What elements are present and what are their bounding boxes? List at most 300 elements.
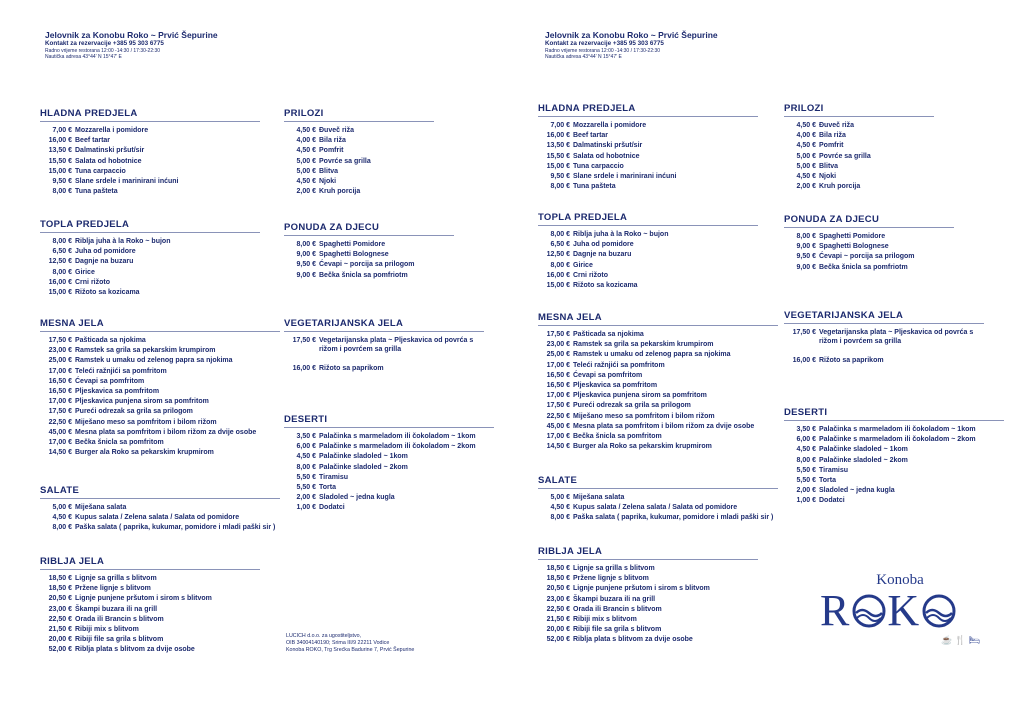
menu-item-price: 5,50 €	[296, 484, 316, 492]
menu-item-price: 16,00 €	[546, 271, 570, 279]
menu-item-price: 2,00 €	[296, 494, 316, 502]
menu-item	[784, 162, 934, 172]
menu-item-name: Girice	[573, 261, 593, 269]
menu-item-price: 2,00 €	[796, 487, 816, 495]
menu-item-price: 25,00 €	[546, 351, 570, 359]
menu-item	[784, 141, 934, 151]
menu-item	[538, 121, 758, 131]
menu-item-price: 2,00 €	[796, 183, 816, 191]
menu-item-price: 5,50 €	[796, 466, 816, 474]
menu-item	[40, 257, 260, 267]
section-prilozi	[284, 108, 434, 197]
menu-item-name: Kruh porcija	[819, 183, 861, 191]
menu-item-price: 22,50 €	[48, 418, 72, 426]
menu-item-price: 17,00 €	[48, 367, 72, 375]
menu-item-price: 16,50 €	[546, 382, 570, 390]
menu-item-name: Rižoto sa kozicama	[573, 282, 638, 290]
menu-item-name: Pašticada sa njokima	[75, 337, 146, 344]
menu-item	[40, 377, 280, 387]
menu-item-name: Palačinka s marmeladom ili čokoladom ~ 1kom	[319, 433, 476, 440]
menu-item-price: 15,00 €	[48, 167, 72, 175]
menu-item-name: Vegetarijanska plata ~ Pljeskavica od povrća s rižom i povrćem sa grilla	[319, 337, 474, 353]
menu-item	[538, 330, 778, 340]
menu-item-price: 4,50 €	[550, 504, 570, 512]
menu-item-name: Pašticada sa njokima	[573, 331, 644, 338]
menu-item-name: Povrće sa grilla	[819, 152, 871, 160]
menu-item-name: Torta	[819, 477, 836, 485]
menu-item-name: Miješano meso sa pomfritom i bilom rižom	[573, 412, 715, 420]
menu-item-price: 4,50 €	[296, 127, 316, 134]
menu-item	[284, 177, 434, 187]
section-vegetarijanska-jela	[284, 318, 484, 374]
menu-item	[284, 167, 434, 177]
section-divider	[538, 116, 758, 117]
menu-item	[538, 401, 778, 411]
menu-item	[538, 250, 758, 260]
menu-item	[784, 425, 1004, 435]
menu-item	[40, 367, 280, 377]
menu-item	[284, 483, 494, 493]
menu-item-name: Miješano meso sa pomfritom i bilom rižom	[75, 418, 217, 426]
menu-item-name: Palačinke s marmeladom ili čokoladom ~ 2kom	[819, 436, 976, 444]
section-divider	[40, 232, 260, 233]
menu-item-name: Lignje sa grilla s blitvom	[573, 565, 655, 572]
menu-item	[538, 442, 778, 452]
menu-item-name: Tuna pašteta	[573, 183, 616, 191]
menu-item	[284, 136, 434, 146]
menu-item	[40, 247, 260, 257]
menu-item-price: 17,50 €	[546, 402, 570, 410]
menu-item-price: 8,00 €	[52, 524, 72, 532]
menu-item-price: 4,00 €	[796, 132, 816, 140]
menu-item-name: Pomfrit	[819, 142, 844, 150]
menu-item-price: 17,50 €	[292, 337, 316, 344]
menu-item-name: Škampi buzara ili na grill	[573, 595, 656, 603]
menu-item-name: Pržene lignje s blitvom	[75, 585, 151, 593]
menu-item-price: 21,50 €	[546, 616, 570, 624]
menu-item-price: 5,50 €	[296, 473, 316, 481]
menu-item	[538, 513, 778, 523]
footer-line-1: LUCICH d.o.o. za ugostiteljstvo,	[286, 633, 362, 639]
menu-item-price: 45,00 €	[48, 428, 72, 436]
menu-item-name: Lignje punjene pršutom i sirom s blitvom	[573, 585, 710, 593]
menu-item-name: Beef tartar	[573, 132, 609, 140]
menu-item-name: Ćevapi ~ porcija sa prilogom	[319, 261, 415, 269]
menu-item-price: 2,00 €	[296, 188, 316, 196]
section-divider	[538, 325, 778, 326]
menu-item	[284, 260, 454, 270]
menu-item	[284, 126, 434, 136]
section-divider	[40, 569, 260, 570]
menu-item-price: 15,50 €	[48, 157, 72, 165]
menu-item	[538, 152, 758, 162]
menu-item	[40, 584, 260, 594]
menu-item	[784, 445, 1004, 455]
menu-item-name: Salata od hobotnice	[573, 152, 640, 160]
menu-item-price: 8,00 €	[52, 238, 72, 245]
section-title: TOPLA PREDJELA	[40, 219, 130, 230]
menu-item-name: Vegetarijanska plata ~ Pljeskavica od povrća s rižom i povrćem sa grilla	[819, 329, 974, 345]
menu-item-price: 8,00 €	[296, 241, 316, 248]
menu-item-name: Bila riža	[319, 137, 346, 145]
menu-item	[40, 278, 260, 288]
menu-item-price: 17,00 €	[48, 439, 72, 447]
menu-item-price: 9,50 €	[296, 261, 316, 269]
section-divider	[538, 488, 778, 489]
menu-item	[284, 187, 434, 197]
hours: Radno vrijeme restorana 12:00 -14:30 / 17:30-22:30	[45, 47, 161, 54]
menu-item-name: Spaghetti Bolognese	[319, 251, 389, 259]
menu-item-price: 8,00 €	[550, 514, 570, 522]
section-topla-predjela	[40, 219, 260, 298]
menu-item	[538, 503, 778, 513]
menu-item-price: 9,50 €	[550, 173, 570, 181]
menu-item-name: Sladoled ~ jedna kugla	[319, 494, 395, 502]
menu-item-name: Orada ili Brancin s blitvom	[75, 615, 164, 623]
section-title: RIBLJA JELA	[538, 546, 603, 557]
logo-roko	[820, 586, 980, 635]
menu-item-price: 17,00 €	[48, 398, 72, 406]
menu-item-price: 4,50 €	[796, 142, 816, 150]
menu-item	[40, 336, 280, 346]
menu-item-price: 21,50 €	[48, 626, 72, 634]
konoba-roko-logo	[820, 572, 980, 646]
menu-item-price: 17,50 €	[546, 331, 570, 338]
menu-item-name: Dalmatinski pršut/sir	[573, 142, 643, 150]
menu-item	[284, 452, 494, 462]
menu-item-name: Spaghetti Pomidore	[819, 233, 886, 240]
menu-item	[538, 131, 758, 141]
menu-item-price: 12,50 €	[48, 258, 72, 266]
menu-item-name: Ramstek sa grila sa pekarskim krumpirom	[573, 341, 714, 349]
section-ponuda-za-djecu	[284, 222, 454, 281]
menu-item-name: Pljeskavica sa pomfritom	[75, 388, 160, 396]
section-deserti	[784, 407, 1004, 507]
menu-item-price: 17,50 €	[792, 329, 816, 336]
menu-item-price: 13,50 €	[546, 142, 570, 150]
menu-item	[784, 252, 954, 262]
menu-item	[784, 356, 984, 366]
menu-item-price: 8,00 €	[796, 456, 816, 464]
menu-item-name: Tuna carpaccio	[573, 162, 624, 170]
menu-item-name: Dalmatinski pršut/sir	[75, 147, 145, 155]
menu-item-name: Ribiji file sa grila s blitvom	[75, 636, 164, 644]
section-salate	[538, 475, 778, 524]
section-divider	[538, 225, 758, 226]
menu-item-price: 23,00 €	[48, 605, 72, 613]
menu-item-name: Blitva	[819, 162, 839, 170]
menu-item-name: Pureći odrezak sa grila sa prilogom	[573, 402, 691, 410]
menu-item-name: Miješana salata	[75, 504, 127, 511]
menu-item-price: 4,50 €	[296, 453, 316, 461]
menu-item-price: 17,50 €	[48, 337, 72, 344]
menu-item-name: Juha od pomidore	[573, 241, 634, 249]
menu-item-name: Mesna plata sa pomfritom i bilom rižom za dvije osobe	[75, 428, 257, 436]
menu-item	[784, 121, 934, 131]
menu-item	[40, 407, 280, 417]
menu-item-name: Girice	[75, 268, 95, 276]
menu-item-name: Crni rižoto	[573, 271, 608, 279]
menu-item-price: 4,50 €	[796, 173, 816, 181]
menu-item-price: 18,50 €	[48, 575, 72, 582]
menu-item-name: Lignje punjene pršutom i sirom s blitvom	[75, 595, 212, 603]
menu-item	[538, 182, 758, 192]
menu-item-price: 9,50 €	[796, 253, 816, 261]
menu-item-name: Palačinke sladoled ~ 2kom	[819, 456, 908, 464]
menu-item-price: 3,50 €	[796, 426, 816, 433]
menu-item	[40, 513, 280, 523]
contact: Kontakt za rezervacije +385 95 303 6775	[45, 40, 164, 48]
menu-item-price: 9,00 €	[796, 263, 816, 271]
menu-item-price: 9,00 €	[796, 243, 816, 251]
menu-item	[284, 146, 434, 156]
menu-item-name: Bečka šnicla sa pomfritom	[573, 433, 662, 441]
menu-item	[40, 126, 260, 136]
menu-item-name: Paška salata ( paprika, kukumar, pomidore i mladi paški sir )	[75, 524, 276, 532]
menu-item-name: Ramstek u umaku od zelenog papra sa njokima	[75, 357, 233, 365]
menu-item-price: 8,00 €	[550, 231, 570, 238]
menu-item-name: Škampi buzara ili na grill	[75, 605, 158, 613]
section-divider	[40, 498, 280, 499]
footer-line-3: Konoba ROKO, Trg Srećka Badurine 7, Prvić Šepurine	[286, 647, 415, 654]
nautical-address: Nautička adresa 43°44' N 15°47' E	[545, 53, 622, 60]
menu-item-name: Bila riža	[819, 132, 846, 140]
menu-item	[538, 564, 758, 574]
section-divider	[40, 121, 260, 122]
menu-item-price: 9,00 €	[296, 251, 316, 259]
menu-item-price: 6,50 €	[52, 248, 72, 256]
menu-item-name: Slane srdele i marinirani inćuni	[573, 173, 677, 181]
menu-item-name: Kupus salata / Zelena salata / Salata od pomidore	[75, 514, 240, 522]
menu-item-name: Dagnje na buzaru	[573, 251, 632, 259]
section-divider	[784, 323, 984, 324]
menu-item-name: Bečka šnicla sa pomfriotm	[319, 271, 408, 279]
menu-item-price: 8,00 €	[296, 463, 316, 471]
menu-item	[538, 230, 758, 240]
menu-item	[40, 397, 280, 407]
menu-item-name: Palačinke sladoled ~ 1kom	[819, 446, 908, 454]
menu-item	[40, 167, 260, 177]
menu-item	[284, 503, 494, 513]
logo-wave-icon	[921, 593, 957, 629]
menu-item-name: Kruh porcija	[319, 188, 361, 196]
menu-item-name: Tuna carpaccio	[75, 167, 126, 175]
menu-item-price: 4,50 €	[296, 178, 316, 186]
menu-item	[284, 473, 494, 483]
menu-item-name: Bečka šnicla sa pomfriotm	[819, 263, 908, 271]
menu-item-name: Dodatci	[819, 497, 845, 505]
menu-item-price: 16,00 €	[48, 278, 72, 286]
menu-item-price: 8,00 €	[550, 261, 570, 269]
menu-item-price: 16,00 €	[546, 132, 570, 140]
menu-item	[538, 172, 758, 182]
section-title: MESNA JELA	[40, 318, 104, 329]
menu-item-price: 22,50 €	[546, 605, 570, 613]
menu-item	[40, 177, 260, 187]
logo-letter-k: K	[887, 586, 922, 635]
menu-item	[784, 242, 954, 252]
menu-item	[40, 157, 260, 167]
menu-item-name: Kupus salata / Zelena salata / Salata od pomidore	[573, 504, 738, 512]
section-title: DESERTI	[784, 407, 828, 418]
menu-item-price: 15,00 €	[546, 282, 570, 290]
menu-item	[538, 391, 778, 401]
menu-item	[40, 523, 280, 533]
section-divider	[284, 331, 484, 332]
menu-item-name: Juha od pomidore	[75, 248, 136, 256]
menu-item-name: Riblja juha à la Roko ~ bujon	[573, 231, 669, 238]
section-riblja-jela	[538, 546, 758, 646]
menu-item	[40, 428, 280, 438]
menu-item-name: Riblja plata s blitvom za dvije osobe	[75, 646, 195, 654]
menu-item-name: Đuveč riža	[319, 127, 355, 134]
menu-item	[538, 371, 778, 381]
menu-item	[538, 381, 778, 391]
menu-item-price: 17,00 €	[546, 361, 570, 369]
menu-item-name: Sladoled ~ jedna kugla	[819, 487, 895, 495]
menu-item-name: Ćevapi sa pomfritom	[573, 371, 643, 379]
menu-item-name: Tiramisu	[819, 466, 849, 474]
menu-item	[40, 594, 260, 604]
section-divider	[538, 559, 758, 560]
menu-title: Jelovnik za Konobu Roko ~ Prvić Šepurine	[45, 30, 218, 40]
section-title: MESNA JELA	[538, 312, 602, 323]
menu-item-name: Miješana salata	[573, 494, 625, 501]
menu-item-name: Lignje sa grilla s blitvom	[75, 575, 157, 582]
section-title: TOPLA PREDJELA	[538, 212, 628, 223]
section-mesna-jela	[538, 312, 778, 452]
menu-item	[538, 625, 758, 635]
menu-item	[784, 263, 954, 273]
menu-item	[40, 237, 260, 247]
menu-item-name: Teleći ražnjići sa pomfritom	[75, 367, 167, 375]
menu-item-price: 5,00 €	[296, 157, 316, 165]
menu-item	[40, 146, 260, 156]
menu-item	[538, 615, 758, 625]
section-title: SALATE	[40, 485, 80, 496]
menu-item	[538, 350, 778, 360]
menu-item	[538, 141, 758, 151]
section-mesna-jela	[40, 318, 280, 458]
menu-item	[284, 250, 454, 260]
menu-item	[284, 432, 494, 442]
menu-item	[40, 503, 280, 513]
menu-item-price: 4,00 €	[296, 137, 316, 145]
menu-item-name: Paška salata ( paprika, kukumar, pomidore i mladi paški sir )	[573, 514, 774, 522]
menu-item	[284, 271, 454, 281]
menu-item-price: 16,00 €	[292, 365, 316, 372]
menu-item-name: Tiramisu	[319, 473, 349, 481]
nautical-address: Nautička adresa 43°44' N 15°47' E	[45, 53, 122, 60]
menu-item-price: 15,00 €	[546, 162, 570, 170]
menu-item	[284, 442, 494, 452]
menu-item	[538, 493, 778, 503]
menu-item	[40, 356, 280, 366]
menu-item-price: 5,50 €	[796, 477, 816, 485]
menu-item	[284, 336, 484, 354]
menu-item	[784, 496, 1004, 506]
section-vegetarijanska-jela	[784, 310, 984, 366]
menu-item-name: Pljeskavica punjena sirom sa pomfritom	[75, 398, 209, 406]
menu-item	[538, 340, 778, 350]
menu-item	[784, 476, 1004, 486]
menu-item-name: Riblja juha à la Roko ~ bujon	[75, 238, 171, 245]
menu-item	[284, 463, 494, 473]
menu-item-price: 9,50 €	[52, 178, 72, 186]
section-salate	[40, 485, 280, 534]
menu-item	[40, 418, 280, 428]
section-topla-predjela	[538, 212, 758, 291]
menu-item-price: 6,00 €	[296, 443, 316, 451]
header-right	[545, 30, 718, 60]
menu-item-price: 15,50 €	[546, 152, 570, 160]
menu-item	[784, 486, 1004, 496]
section-divider	[40, 331, 280, 332]
menu-item-name: Pureći odrezak sa grila sa prilogom	[75, 408, 193, 416]
menu-item-price: 12,50 €	[546, 251, 570, 259]
menu-item-price: 4,50 €	[296, 147, 316, 155]
logo-icons	[820, 635, 980, 646]
menu-item-name: Dagnje na buzaru	[75, 258, 134, 266]
section-hladna-predjela	[538, 103, 758, 192]
section-riblja-jela	[40, 556, 260, 656]
menu-item-price: 45,00 €	[546, 422, 570, 430]
section-title: DESERTI	[284, 414, 328, 425]
menu-item-price: 1,00 €	[796, 497, 816, 505]
menu-item-name: Đuveč riža	[819, 122, 855, 129]
menu-item-name: Ribiji file sa grila s blitvom	[573, 626, 662, 634]
section-divider	[784, 227, 954, 228]
menu-item-name: Pljeskavica sa pomfritom	[573, 382, 658, 390]
menu-item-price: 52,00 €	[546, 636, 570, 644]
menu-item	[40, 448, 280, 458]
menu-item-name: Ćevapi sa pomfritom	[75, 377, 145, 385]
footer-line-2: OIB 34004140190; Srima III/9 22211 Vodice	[286, 640, 390, 647]
menu-item-name: Orada ili Brancin s blitvom	[573, 605, 662, 613]
coffee-icon: ☕	[941, 635, 953, 645]
menu-item-name: Njoki	[319, 178, 337, 186]
menu-item	[784, 328, 984, 346]
menu-item	[40, 346, 280, 356]
menu-item-price: 20,00 €	[546, 626, 570, 634]
header-left	[45, 30, 218, 60]
menu-item-name: Ribiji mix s blitvom	[75, 626, 139, 634]
menu-item-name: Rižoto sa kozicama	[75, 289, 140, 297]
menu-item-name: Palačinke s marmeladom ili čokoladom ~ 2kom	[319, 443, 476, 451]
menu-item	[40, 645, 260, 655]
menu-item	[40, 615, 260, 625]
menu-item	[784, 152, 934, 162]
menu-item-price: 16,50 €	[48, 377, 72, 385]
menu-item	[538, 605, 758, 615]
menu-item-price: 23,00 €	[546, 595, 570, 603]
menu-item	[284, 240, 454, 250]
menu-item-name: Palačinke sladoled ~ 2kom	[319, 463, 408, 471]
menu-item-name: Mozzarella i pomidore	[573, 122, 647, 129]
menu-item-name: Njoki	[819, 173, 837, 181]
menu-item	[784, 131, 934, 141]
section-ponuda-za-djecu	[784, 214, 954, 273]
menu-item	[284, 364, 484, 374]
menu-item-name: Pomfrit	[319, 147, 344, 155]
menu-item-price: 6,50 €	[550, 241, 570, 249]
menu-item-price: 8,00 €	[52, 188, 72, 196]
menu-item-price: 17,00 €	[546, 392, 570, 400]
section-title: PRILOZI	[284, 108, 324, 119]
menu-item-name: Burger ala Roko sa pekarskim krupmirom	[75, 449, 214, 457]
menu-item	[538, 412, 778, 422]
menu-item-name: Crni rižoto	[75, 278, 110, 286]
